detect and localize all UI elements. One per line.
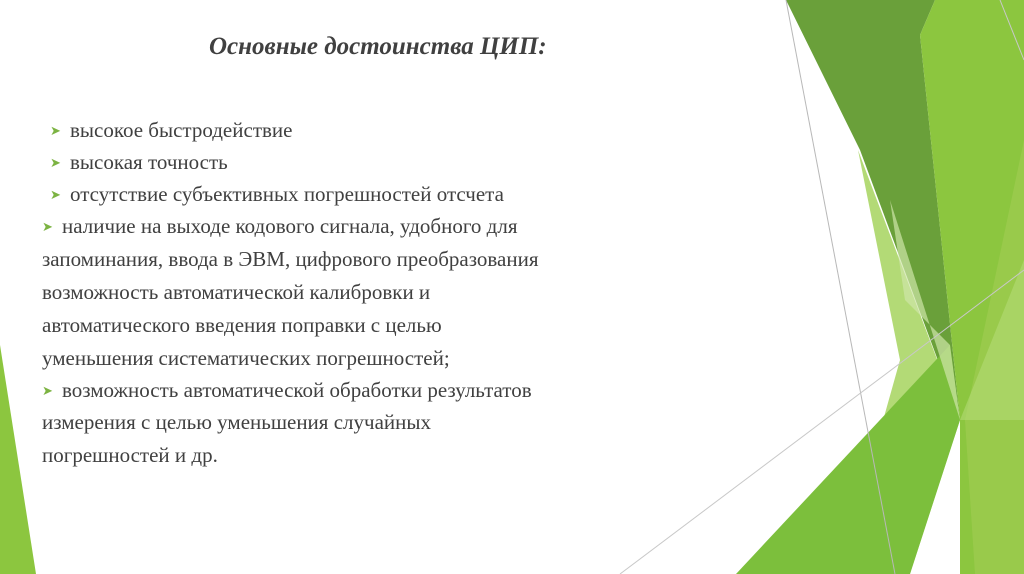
list-item-continuation: погрешностей и др.: [42, 443, 218, 467]
list-item: ➤ возможность автоматической обработки результатов: [42, 374, 532, 407]
slide-title: Основные достоинства ЦИП:: [209, 33, 547, 60]
arrowhead-bullet-icon: ➤: [50, 187, 61, 202]
list-item-continuation: измерения с целью уменьшения случайных: [42, 410, 431, 434]
list-item: ➤ высокое быстродействие: [50, 114, 292, 147]
arrowhead-bullet-icon: ➤: [50, 123, 61, 138]
arrowhead-bullet-icon: ➤: [42, 383, 53, 398]
arrowhead-bullet-icon: ➤: [42, 219, 53, 234]
list-item-continuation: автоматического введения поправки с целью: [42, 313, 442, 337]
list-item-continuation: запоминания, ввода в ЭВМ, цифрового преобразования: [42, 247, 539, 271]
left-edge-facet: [0, 345, 36, 574]
green-facet-bottom: [736, 345, 960, 574]
list-item-continuation: уменьшения систематических погрешностей;: [42, 346, 450, 370]
list-item: ➤ отсутствие субъективных погрешностей отсчета: [50, 178, 504, 211]
list-item: ➤ наличие на выходе кодового сигнала, удобного для: [42, 210, 518, 243]
list-item: ➤ высокая точность: [50, 146, 228, 179]
arrowhead-bullet-icon: ➤: [50, 155, 61, 170]
list-item-continuation: возможность автоматической калибровки и: [42, 280, 431, 304]
